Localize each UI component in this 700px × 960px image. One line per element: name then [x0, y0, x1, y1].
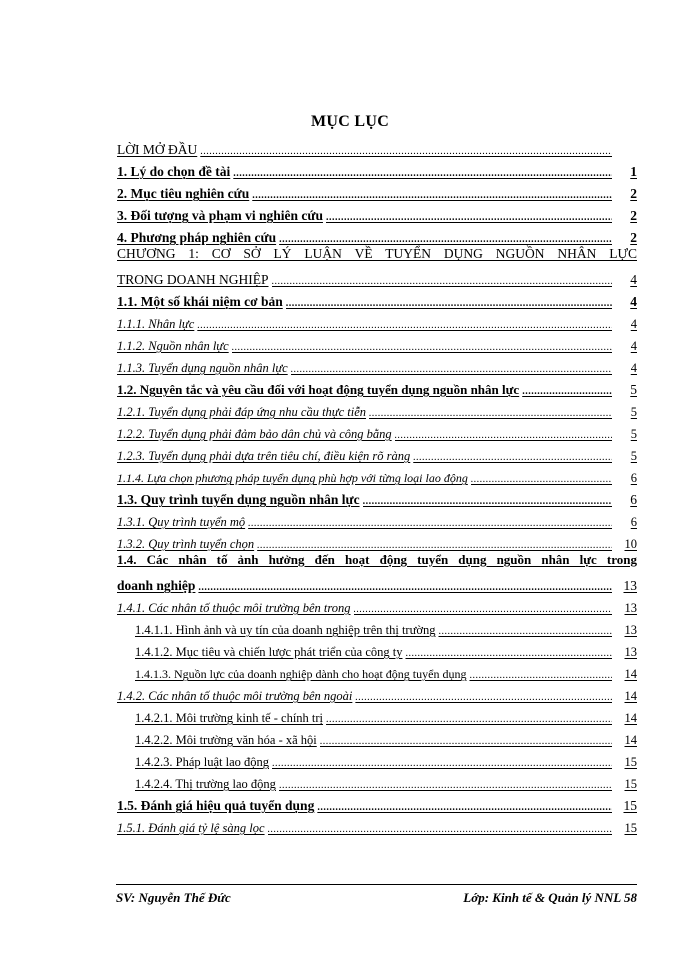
toc-entry[interactable]: 1.3.1. Quy trình tuyển mộ ..... 6: [117, 508, 637, 530]
toc-entry[interactable]: 1.4.2.1. Môi trường kinh tế - chính trị ..... 14: [135, 704, 637, 726]
toc-entry[interactable]: 1.4.2. Các nhân tố thuộc môi trường bên ngoài ..... 14: [117, 682, 637, 704]
toc-entry-chapter-1[interactable]: CHƯƠNG 1: CƠ SỞ LÝ LUẬN VỀ TUYỂN DỤNG NGUỒN NHÂN LỰC TRONG DOANH NGHIỆP ..... 4: [117, 246, 637, 288]
toc-entry-section-1-4[interactable]: 1.4. Các nhân tố ảnh hưởng đến hoạt động tuyển dụng nguồn nhân lực trong doanh nghiệp ..... 13: [117, 552, 637, 594]
toc-entry[interactable]: 1.3. Quy trình tuyển dụng nguồn nhân lực ..... 6: [117, 486, 637, 508]
toc-entry[interactable]: 1.1.2. Nguồn nhân lực ..... 4: [117, 332, 637, 354]
toc-entry[interactable]: 1.5. Đánh giá hiệu quả tuyển dụng ..... 15: [117, 792, 637, 814]
toc-entry[interactable]: 1.4.1.1. Hình ảnh và uy tín của doanh nghiệp trên thị trường ..... 13: [135, 616, 637, 638]
toc-entry[interactable]: 1.5.1. Đánh giá tỷ lệ sàng lọc ..... 15: [117, 814, 637, 836]
toc-entry[interactable]: 1. Lý do chọn đề tài ..... 1: [117, 158, 637, 180]
toc-entry[interactable]: 1.4.2.3. Pháp luật lao động ..... 15: [135, 748, 637, 770]
toc-entry[interactable]: 1.1.4. Lựa chọn phương pháp tuyển dụng phù hợp với từng loại lao động ..... 6: [117, 464, 637, 486]
toc-entry[interactable]: 1.2.1. Tuyển dụng phải đáp ứng nhu cầu thực tiễn ..... 5: [117, 398, 637, 420]
footer-class: Lớp: Kinh tế & Quản lý NNL 58: [463, 890, 637, 905]
toc-entry[interactable]: 1.2. Nguyên tắc và yêu cầu đối với hoạt động tuyển dụng nguồn nhân lực ..... 5: [117, 376, 637, 398]
page-footer: [116, 890, 637, 906]
toc-entry[interactable]: 2. Mục tiêu nghiên cứu ..... 2: [117, 180, 637, 202]
toc-entry[interactable]: 1.1. Một số khái niệm cơ bản ..... 4: [117, 288, 637, 310]
page-title: MỤC LỤC: [310, 113, 390, 130]
toc-entry[interactable]: 4. Phương pháp nghiên cứu ..... 2: [117, 224, 637, 246]
toc-entry[interactable]: 1.4.2.2. Môi trường văn hóa - xã hội ..... 14: [135, 726, 637, 748]
toc-entry[interactable]: 1.2.3. Tuyển dụng phải dựa trên tiêu chí, điều kiện rõ ràng ..... 5: [117, 442, 637, 464]
toc-entry[interactable]: 1.3.2. Quy trình tuyển chọn ..... 10: [117, 530, 637, 552]
toc-entry[interactable]: LỜI MỞ ĐẦU .....: [117, 136, 637, 158]
toc-entry[interactable]: 1.4.1. Các nhân tố thuộc môi trường bên trong ..... 13: [117, 594, 637, 616]
footer-student: SV: Nguyễn Thế Đức: [116, 890, 231, 905]
footer-divider: [116, 884, 637, 885]
toc-entry[interactable]: 1.1.1. Nhân lực ..... 4: [117, 310, 637, 332]
toc-entry[interactable]: 3. Đối tượng và phạm vi nghiên cứu ..... 2: [117, 202, 637, 224]
toc-entry[interactable]: 1.1.3. Tuyển dụng nguồn nhân lực ..... 4: [117, 354, 637, 376]
toc-entry[interactable]: 1.4.2.4. Thị trường lao động ..... 15: [135, 770, 637, 792]
toc-entry[interactable]: 1.4.1.2. Mục tiêu và chiến lược phát triển của công ty ..... 13: [135, 638, 637, 660]
toc-entry[interactable]: 1.4.1.3. Nguồn lực của doanh nghiệp dành cho hoạt động tuyển dụng ..... 14: [135, 660, 637, 682]
toc-entry[interactable]: 1.2.2. Tuyển dụng phải đảm bảo dân chủ và công bằng ..... 5: [117, 420, 637, 442]
